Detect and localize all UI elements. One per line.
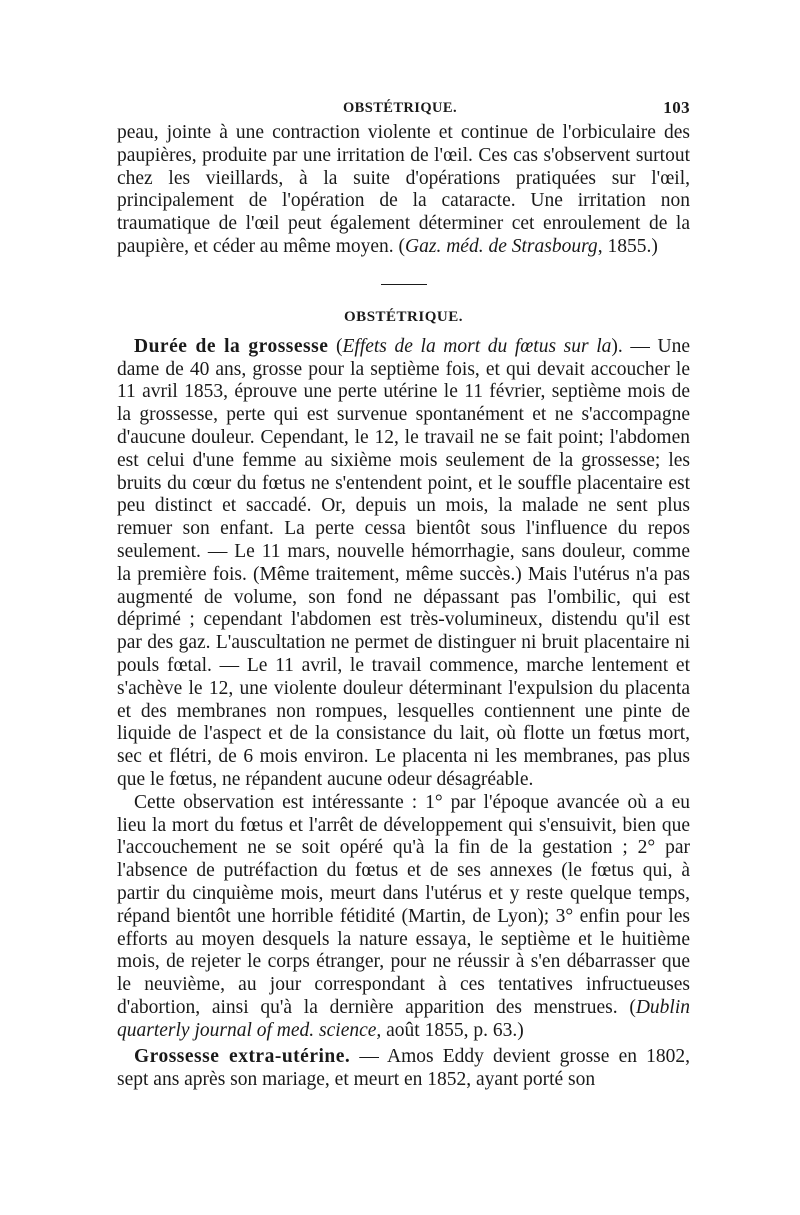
citation-gazette-tail: , 1855.) xyxy=(597,235,658,257)
article-grossesse-body: — Amos Eddy devient grosse en 1802, sept ans après son mariage, et meurt en 1852, ayant porté son xyxy=(117,1046,690,1091)
page-number: 103 xyxy=(663,98,690,117)
section-divider xyxy=(381,284,427,285)
book-page xyxy=(117,98,690,1092)
section-title: OBSTÉTRIQUE. xyxy=(344,308,463,325)
article-duree-paragraph-1 xyxy=(117,336,690,792)
article-grossesse-heading: Grossesse extra-utérine. xyxy=(134,1046,351,1068)
article-duree-subtitle: Effets de la mort du fœtus sur la xyxy=(342,335,612,357)
continued-paragraph-text: peau, jointe à une contraction violente et continue de l'orbiculaire des paupières, produite par une irritation de l'œil. Ces cas s'observent surtout chez les vieillards, à la suite d'opérations pratiquées sur l'œil, principalement de l'opération de la cataracte. Une irritation non traumatique de l'œil peut également déterminer cet enroulement de la paupière, et céder au même moyen. ( xyxy=(117,122,690,257)
running-head xyxy=(117,98,690,122)
running-head-title: OBSTÉTRIQUE. xyxy=(343,100,457,116)
article-duree-heading: Durée de la grossesse xyxy=(134,335,329,357)
citation-dublin-tail: août 1855, p. 63.) xyxy=(381,1019,524,1041)
article-duree-body: — Une dame de 40 ans, grosse pour la septième fois, et qui devait accoucher le 11 avril 1853, éprouve une perte utérine le 11 février, septième mois de la grossesse, perte qui est survenue spontanément et ne s'accompagne d'aucune douleur. Cependant, le 12, le travail ne se fait point; l'abdomen est celui d'une femme au sixième mois seulement de la grossesse; les bruits du cœur du fœtus ne s'entendent point, et le souffle placentaire est peu distinct et saccadé. Or, depuis un mois, la malade ne sent plus remuer son enfant. La perte cessa bientôt sous l'influence du repos seulement. — Le 11 mars, nouvelle hémorrhagie, sans douleur, comme la première fois. (Même traitement, même succès.) Mais l'utérus n'a pas augmenté de volume, son fond ne dépassant pas l'ombilic, qui est déprimé ; cependant l'abdomen est très-volumineux, distendu qu'il est par des gaz. L'auscultation ne permet de distinguer ni bruit placentaire ni pouls fœtal. — Le 11 avril, le travail commence, marche lentement et s'achève le 12, une violente douleur déterminant l'expulsion du placenta et des membranes non rompues, lesquelles contiennent une pinte de liquide de l'aspect et de la consistance du lait, où flotte un fœtus mort, sec et flétri, de 6 mois environ. Le placenta ni les membranes, pas plus que le fœtus, ne répandent aucune odeur désagréable. xyxy=(117,335,690,790)
continued-paragraph xyxy=(117,122,690,259)
article-duree-paragraph-2-text: Cette observation est intéressante : 1° par l'époque avancée où a eu lieu la mort du fœtus et l'arrêt de développement qui s'ensuivit, bien que l'accouchement ne se soit opéré qu'à la fin de la gestation ; 2° par l'absence de putréfaction du fœtus et de ses annexes (le fœtus qui, à partir du cinquième mois, meurt dans l'utérus et y reste quelque temps, répand bientôt une horrible fétidité (Martin, de Lyon); 3° enfin pour les efforts au moyen desquels la nature essaya, le septième et le huitième mois, de rejeter le corps étranger, pour ne réussir à s'en débarrasser que le neuvième, au jour correspondant à ces tentatives infructueuses d'abortion, ainsi qu'à la dernière apparition des menstrues. ( xyxy=(117,791,690,1018)
article-duree-subtitle-open: ( xyxy=(328,335,343,357)
article-grossesse-paragraph xyxy=(117,1046,690,1092)
article-duree-paragraph-2 xyxy=(117,792,690,1043)
citation-dublin: Dublin quarterly journal of med. science, xyxy=(117,996,690,1041)
citation-gazette: Gaz. méd. de Strasbourg xyxy=(405,235,598,257)
article-duree-subtitle-close: ). xyxy=(611,335,623,357)
